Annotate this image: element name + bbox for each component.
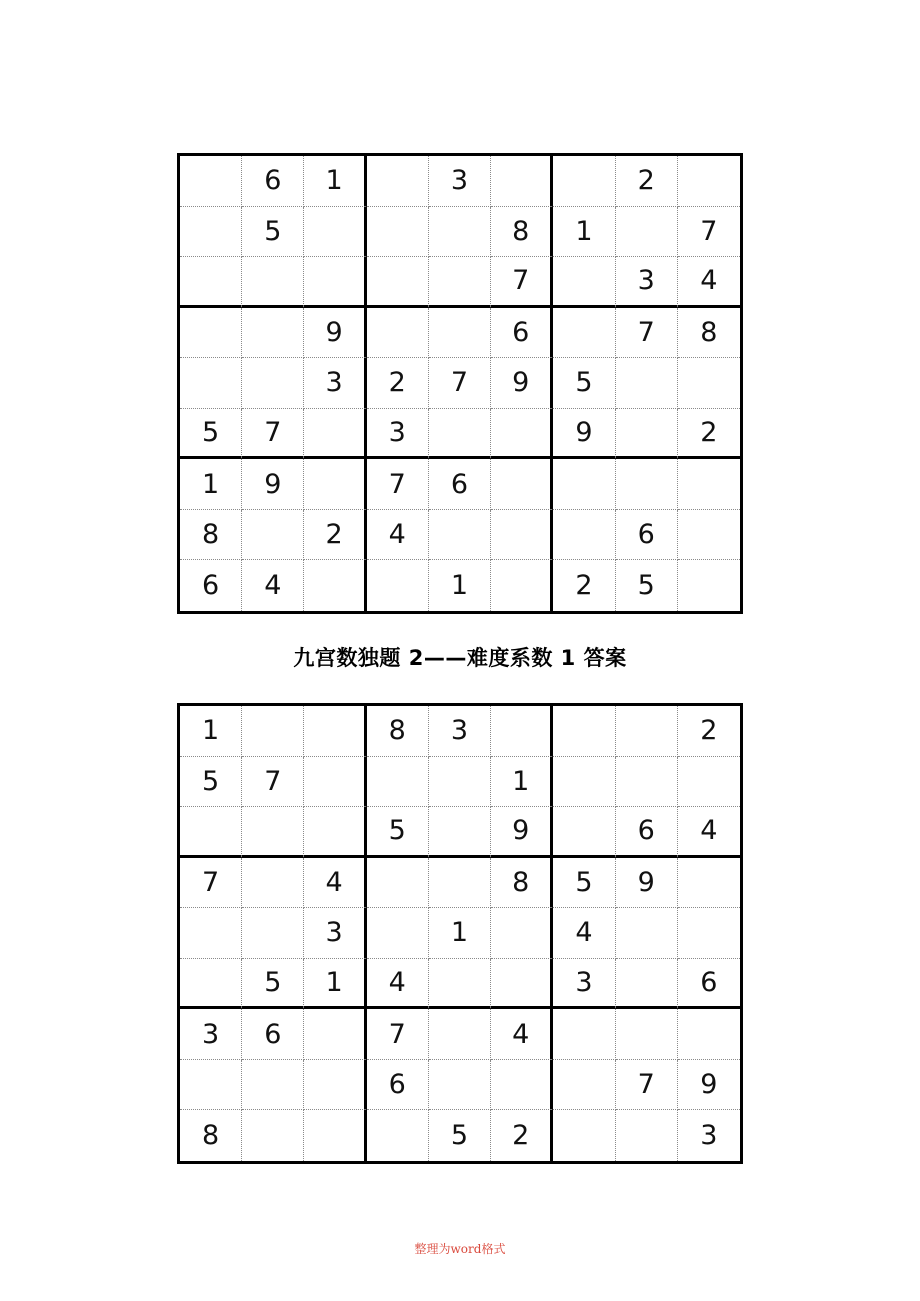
sudoku-cell (242, 358, 304, 409)
sudoku-cell (678, 156, 740, 207)
sudoku-cell: 1 (429, 908, 491, 959)
sudoku-cell (180, 908, 242, 959)
sudoku-cell: 3 (616, 257, 678, 308)
sudoku-cell: 1 (304, 959, 366, 1010)
sudoku-cell (616, 409, 678, 460)
sudoku-cell: 9 (491, 358, 553, 409)
sudoku-cell: 5 (429, 1110, 491, 1161)
sudoku-cell: 5 (553, 858, 615, 909)
sudoku-cell: 6 (367, 1060, 429, 1111)
sudoku-cell (616, 908, 678, 959)
sudoku-cell: 9 (242, 459, 304, 510)
sudoku-cell (304, 409, 366, 460)
sudoku-cell (616, 1110, 678, 1161)
sudoku-cell (491, 908, 553, 959)
sudoku-cell: 8 (180, 1110, 242, 1161)
sudoku-cell (367, 858, 429, 909)
sudoku-cell (491, 510, 553, 561)
sudoku-cell (304, 757, 366, 808)
sudoku-cell: 6 (242, 156, 304, 207)
sudoku-cell: 4 (367, 510, 429, 561)
sudoku-cell: 3 (429, 706, 491, 757)
sudoku-cell: 9 (678, 1060, 740, 1111)
sudoku-cell: 9 (616, 858, 678, 909)
sudoku-cell: 5 (553, 358, 615, 409)
sudoku-cell (678, 858, 740, 909)
sudoku-cell: 7 (678, 207, 740, 258)
sudoku-cell: 6 (429, 459, 491, 510)
sudoku-cell: 2 (491, 1110, 553, 1161)
sudoku-cell: 1 (491, 757, 553, 808)
sudoku-cell: 6 (616, 807, 678, 858)
sudoku-cell: 6 (616, 510, 678, 561)
sudoku-cell: 6 (242, 1009, 304, 1060)
sudoku-cell (304, 807, 366, 858)
sudoku-cell: 5 (180, 757, 242, 808)
sudoku-cell (553, 757, 615, 808)
sudoku-cell: 2 (678, 706, 740, 757)
sudoku-cell (491, 959, 553, 1010)
sudoku-cell (180, 207, 242, 258)
sudoku-cell (678, 1009, 740, 1060)
sudoku-cell (616, 757, 678, 808)
sudoku-cell (616, 358, 678, 409)
sudoku-cell (180, 156, 242, 207)
sudoku-cell: 8 (491, 858, 553, 909)
sudoku-cell (429, 959, 491, 1010)
sudoku-cell (678, 358, 740, 409)
sudoku-cell (304, 1060, 366, 1111)
sudoku-cell (553, 1060, 615, 1111)
sudoku-cell (553, 156, 615, 207)
sudoku-cell (367, 257, 429, 308)
sudoku-cell: 4 (242, 560, 304, 611)
sudoku-cell: 9 (491, 807, 553, 858)
sudoku-cell (491, 409, 553, 460)
sudoku-grid-bottom (177, 703, 743, 1164)
sudoku-cell: 7 (429, 358, 491, 409)
sudoku-cell: 3 (367, 409, 429, 460)
sudoku-cell (616, 207, 678, 258)
sudoku-cell: 6 (491, 308, 553, 359)
sudoku-cell: 3 (304, 358, 366, 409)
sudoku-cell: 7 (367, 1009, 429, 1060)
sudoku-cell: 8 (491, 207, 553, 258)
sudoku-cell (367, 908, 429, 959)
sudoku-cell (242, 308, 304, 359)
sudoku-cell: 2 (678, 409, 740, 460)
sudoku-cell (429, 858, 491, 909)
sudoku-cell (678, 908, 740, 959)
sudoku-cell: 4 (491, 1009, 553, 1060)
sudoku-cell: 5 (242, 207, 304, 258)
sudoku-cell: 1 (429, 560, 491, 611)
sudoku-cell (616, 959, 678, 1010)
sudoku-cell: 2 (367, 358, 429, 409)
sudoku-cell (553, 510, 615, 561)
sudoku-cell: 9 (304, 308, 366, 359)
sudoku-cell (367, 308, 429, 359)
sudoku-cell (553, 1110, 615, 1161)
sudoku-cell: 3 (429, 156, 491, 207)
sudoku-cell (491, 706, 553, 757)
sudoku-cell (242, 706, 304, 757)
sudoku-cell (491, 1060, 553, 1111)
sudoku-cell: 5 (367, 807, 429, 858)
sudoku-cell (242, 1060, 304, 1111)
sudoku-cell: 2 (616, 156, 678, 207)
sudoku-cell (616, 1009, 678, 1060)
sudoku-cell: 8 (367, 706, 429, 757)
sudoku-cell (180, 257, 242, 308)
sudoku-cell (242, 908, 304, 959)
sudoku-cell: 4 (678, 257, 740, 308)
sudoku-cell (242, 510, 304, 561)
sudoku-cell (491, 156, 553, 207)
sudoku-cell (429, 409, 491, 460)
footer-note: 整理为word格式 (414, 1242, 506, 1256)
sudoku-cell: 3 (180, 1009, 242, 1060)
sudoku-cell (242, 1110, 304, 1161)
sudoku-cell: 2 (304, 510, 366, 561)
sudoku-cell: 5 (616, 560, 678, 611)
sudoku-cell (367, 1110, 429, 1161)
sudoku-cell (180, 1060, 242, 1111)
sudoku-cell (429, 1009, 491, 1060)
sudoku-cell (304, 459, 366, 510)
sudoku-cell: 1 (553, 207, 615, 258)
sudoku-cell: 8 (180, 510, 242, 561)
sudoku-cell: 7 (180, 858, 242, 909)
sudoku-cell: 3 (553, 959, 615, 1010)
sudoku-cell (304, 706, 366, 757)
sudoku-cell: 7 (491, 257, 553, 308)
sudoku-cell (616, 459, 678, 510)
sudoku-cell (553, 1009, 615, 1060)
sudoku-cell (180, 358, 242, 409)
sudoku-cell: 7 (242, 757, 304, 808)
sudoku-cell (304, 1110, 366, 1161)
sudoku-cell: 6 (678, 959, 740, 1010)
sudoku-cell (242, 807, 304, 858)
sudoku-cell (367, 757, 429, 808)
sudoku-cell (429, 207, 491, 258)
sudoku-cell (616, 706, 678, 757)
sudoku-cell (429, 257, 491, 308)
sudoku-cell (491, 459, 553, 510)
sudoku-cell (553, 706, 615, 757)
sudoku-cell (304, 1009, 366, 1060)
sudoku-cell: 7 (242, 409, 304, 460)
sudoku-cell (429, 807, 491, 858)
sudoku-cell (429, 510, 491, 561)
sudoku-grid-top (177, 153, 743, 614)
sudoku-cell: 7 (616, 308, 678, 359)
sudoku-cell: 1 (180, 459, 242, 510)
sudoku-cell (242, 257, 304, 308)
sudoku-cell (304, 207, 366, 258)
sudoku-cell (491, 560, 553, 611)
sudoku-cell: 4 (304, 858, 366, 909)
sudoku-cell: 1 (304, 156, 366, 207)
sudoku-cell (678, 459, 740, 510)
sudoku-cell (553, 459, 615, 510)
sudoku-cell: 4 (367, 959, 429, 1010)
sudoku-cell (429, 1060, 491, 1111)
sudoku-cell (367, 560, 429, 611)
sudoku-cell (429, 308, 491, 359)
sudoku-cell (242, 858, 304, 909)
sudoku-cell: 4 (678, 807, 740, 858)
sudoku-cell (429, 757, 491, 808)
sudoku-cell (553, 308, 615, 359)
sudoku-cell: 4 (553, 908, 615, 959)
sudoku-cell (180, 959, 242, 1010)
sudoku-cell: 1 (180, 706, 242, 757)
sudoku-cell: 3 (304, 908, 366, 959)
sudoku-cell: 8 (678, 308, 740, 359)
sudoku-cell (180, 308, 242, 359)
sudoku-cell (553, 807, 615, 858)
sudoku-cell: 3 (700, 1120, 718, 1152)
sudoku-cell: 6 (180, 560, 242, 611)
sudoku-cell (304, 257, 366, 308)
sudoku-cell (678, 560, 740, 611)
sudoku-cell: 7 (616, 1060, 678, 1111)
sudoku-cell: 5 (242, 959, 304, 1010)
sudoku-cell (367, 207, 429, 258)
sudoku-cell (367, 156, 429, 207)
sudoku-cell: 7 (367, 459, 429, 510)
sudoku-cell: 2 (553, 560, 615, 611)
sudoku-cell: 5 (180, 409, 242, 460)
sudoku-cell (678, 757, 740, 808)
sudoku-cell: 9 (553, 409, 615, 460)
page-title: 九宫数独题 2——难度系数 1 答案 (293, 646, 627, 670)
sudoku-cell (304, 560, 366, 611)
sudoku-cell (553, 257, 615, 308)
sudoku-cell (678, 510, 740, 561)
sudoku-cell (180, 807, 242, 858)
